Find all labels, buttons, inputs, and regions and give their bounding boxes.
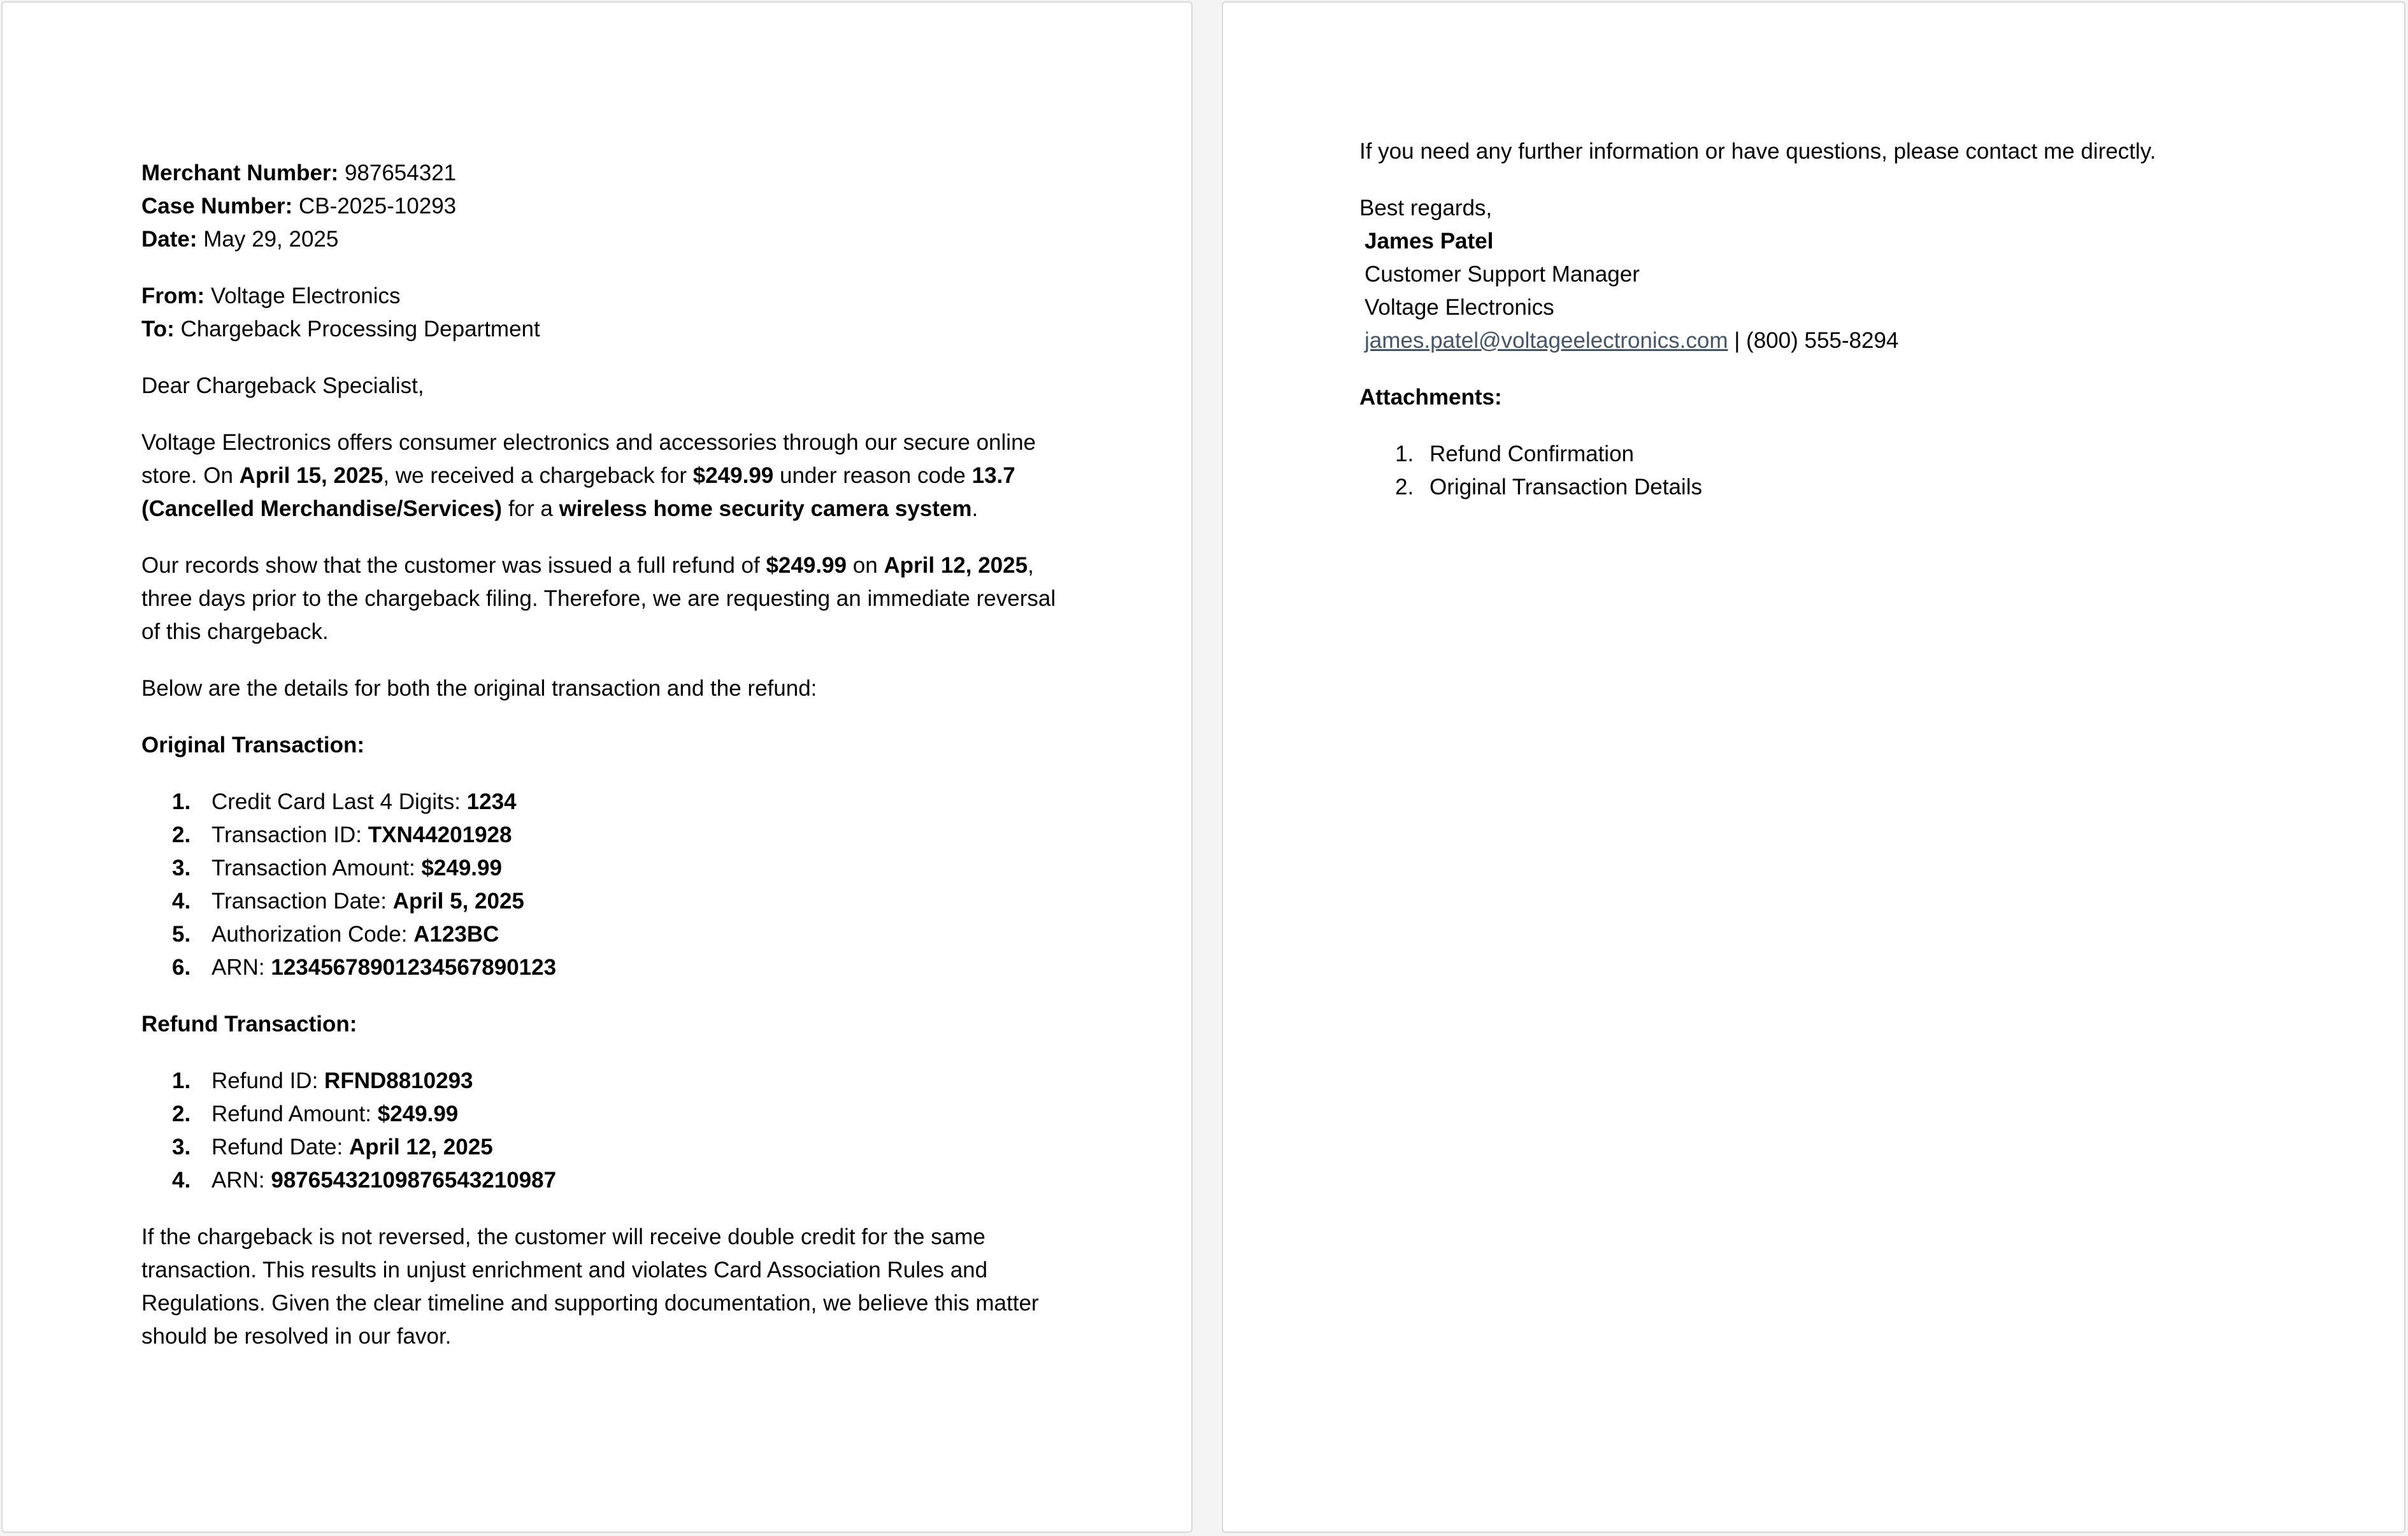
original-transaction-list [141, 786, 1059, 984]
signature-block [1359, 192, 2315, 357]
list-item: 6. ARN: 12345678901234567890123 [172, 955, 557, 980]
signer-name: James Patel [1365, 229, 1494, 254]
list-item: 4. ARN: 98765432109876543210987 [172, 1168, 557, 1193]
from-value: Voltage Electronics [204, 284, 401, 308]
list-item: 1. Credit Card Last 4 Digits: 1234 [172, 789, 517, 814]
list-item: 1. Refund Confirmation [1395, 441, 1634, 466]
to-line: To: Chargeback Processing Department [141, 317, 540, 341]
phone-number: | (800) 555-8294 [1728, 328, 1899, 353]
refund-transaction-heading: Refund Transaction: [141, 1012, 357, 1037]
letter-body-continued [1359, 135, 2315, 528]
paragraph-details-intro: Below are the details for both the original transaction and the refund: [141, 676, 817, 701]
letter-header [141, 157, 1059, 256]
list-item: 4. Transaction Date: April 5, 2025 [172, 889, 524, 914]
list-item: 3. Refund Date: April 12, 2025 [172, 1135, 493, 1159]
routing-block [141, 280, 1059, 346]
original-transaction-heading: Original Transaction: [141, 733, 365, 757]
contact-line: If you need any further information or have questions, please contact me directly. [1359, 139, 2156, 164]
list-item: 2. Transaction ID: TXN44201928 [172, 822, 512, 847]
document-page-1 [1, 1, 1193, 1533]
attachments-heading: Attachments: [1359, 385, 1502, 410]
letter-body [141, 157, 1059, 1377]
signer-title: Customer Support Manager [1365, 262, 1640, 287]
case-number-line: Case Number: CB-2025-10293 [141, 194, 457, 219]
date-value: May 29, 2025 [197, 227, 339, 252]
contact-details [1359, 324, 2315, 357]
list-item: 2. Refund Amount: $249.99 [172, 1102, 459, 1126]
document-page-2 [1222, 1, 2405, 1533]
list-item: 3. Transaction Amount: $249.99 [172, 856, 502, 880]
list-item: 1. Refund ID: RFND8810293 [172, 1068, 473, 1093]
paragraph-chargeback-summary: Voltage Electronics offers consumer electronics and accessories through our secure online store. On April 15, 2025, we received a chargeback for $249.99 under reason code 13.7 (Cancelled Merchandise/Services) for a wireless home security camera system. [141, 430, 1036, 521]
attachments-list [1359, 438, 2315, 504]
case-number-value: CB-2025-10293 [292, 194, 457, 219]
list-item: 2. Original Transaction Details [1395, 475, 1702, 499]
list-item: 5. Authorization Code: A123BC [172, 922, 499, 947]
merchant-number-value: 987654321 [338, 161, 457, 185]
merchant-number-line: Merchant Number: 987654321 [141, 161, 457, 185]
paragraph-closing-argument: If the chargeback is not reversed, the customer will receive double credit for the same transaction. This results in unjust enrichment and violates Card Association Rules and Regulations. Given the clear timeline and supporting documentation, we believe this matter should be resolved in our favor. [141, 1224, 1039, 1349]
signer-company: Voltage Electronics [1365, 295, 1554, 320]
date-line: Date: May 29, 2025 [141, 227, 339, 252]
salutation: Dear Chargeback Specialist, [141, 373, 424, 398]
email-link[interactable]: james.patel@voltageelectronics.com [1365, 328, 1728, 353]
to-value: Chargeback Processing Department [174, 317, 540, 341]
from-line: From: Voltage Electronics [141, 284, 401, 308]
sign-off: Best regards, [1359, 196, 1493, 220]
paragraph-refund-summary: Our records show that the customer was issued a full refund of $249.99 on April 12, 2025, three days prior to the chargeback filing. Therefore, we are requesting an immediate reversal of this chargeback. [141, 553, 1056, 644]
refund-transaction-list [141, 1065, 1059, 1197]
